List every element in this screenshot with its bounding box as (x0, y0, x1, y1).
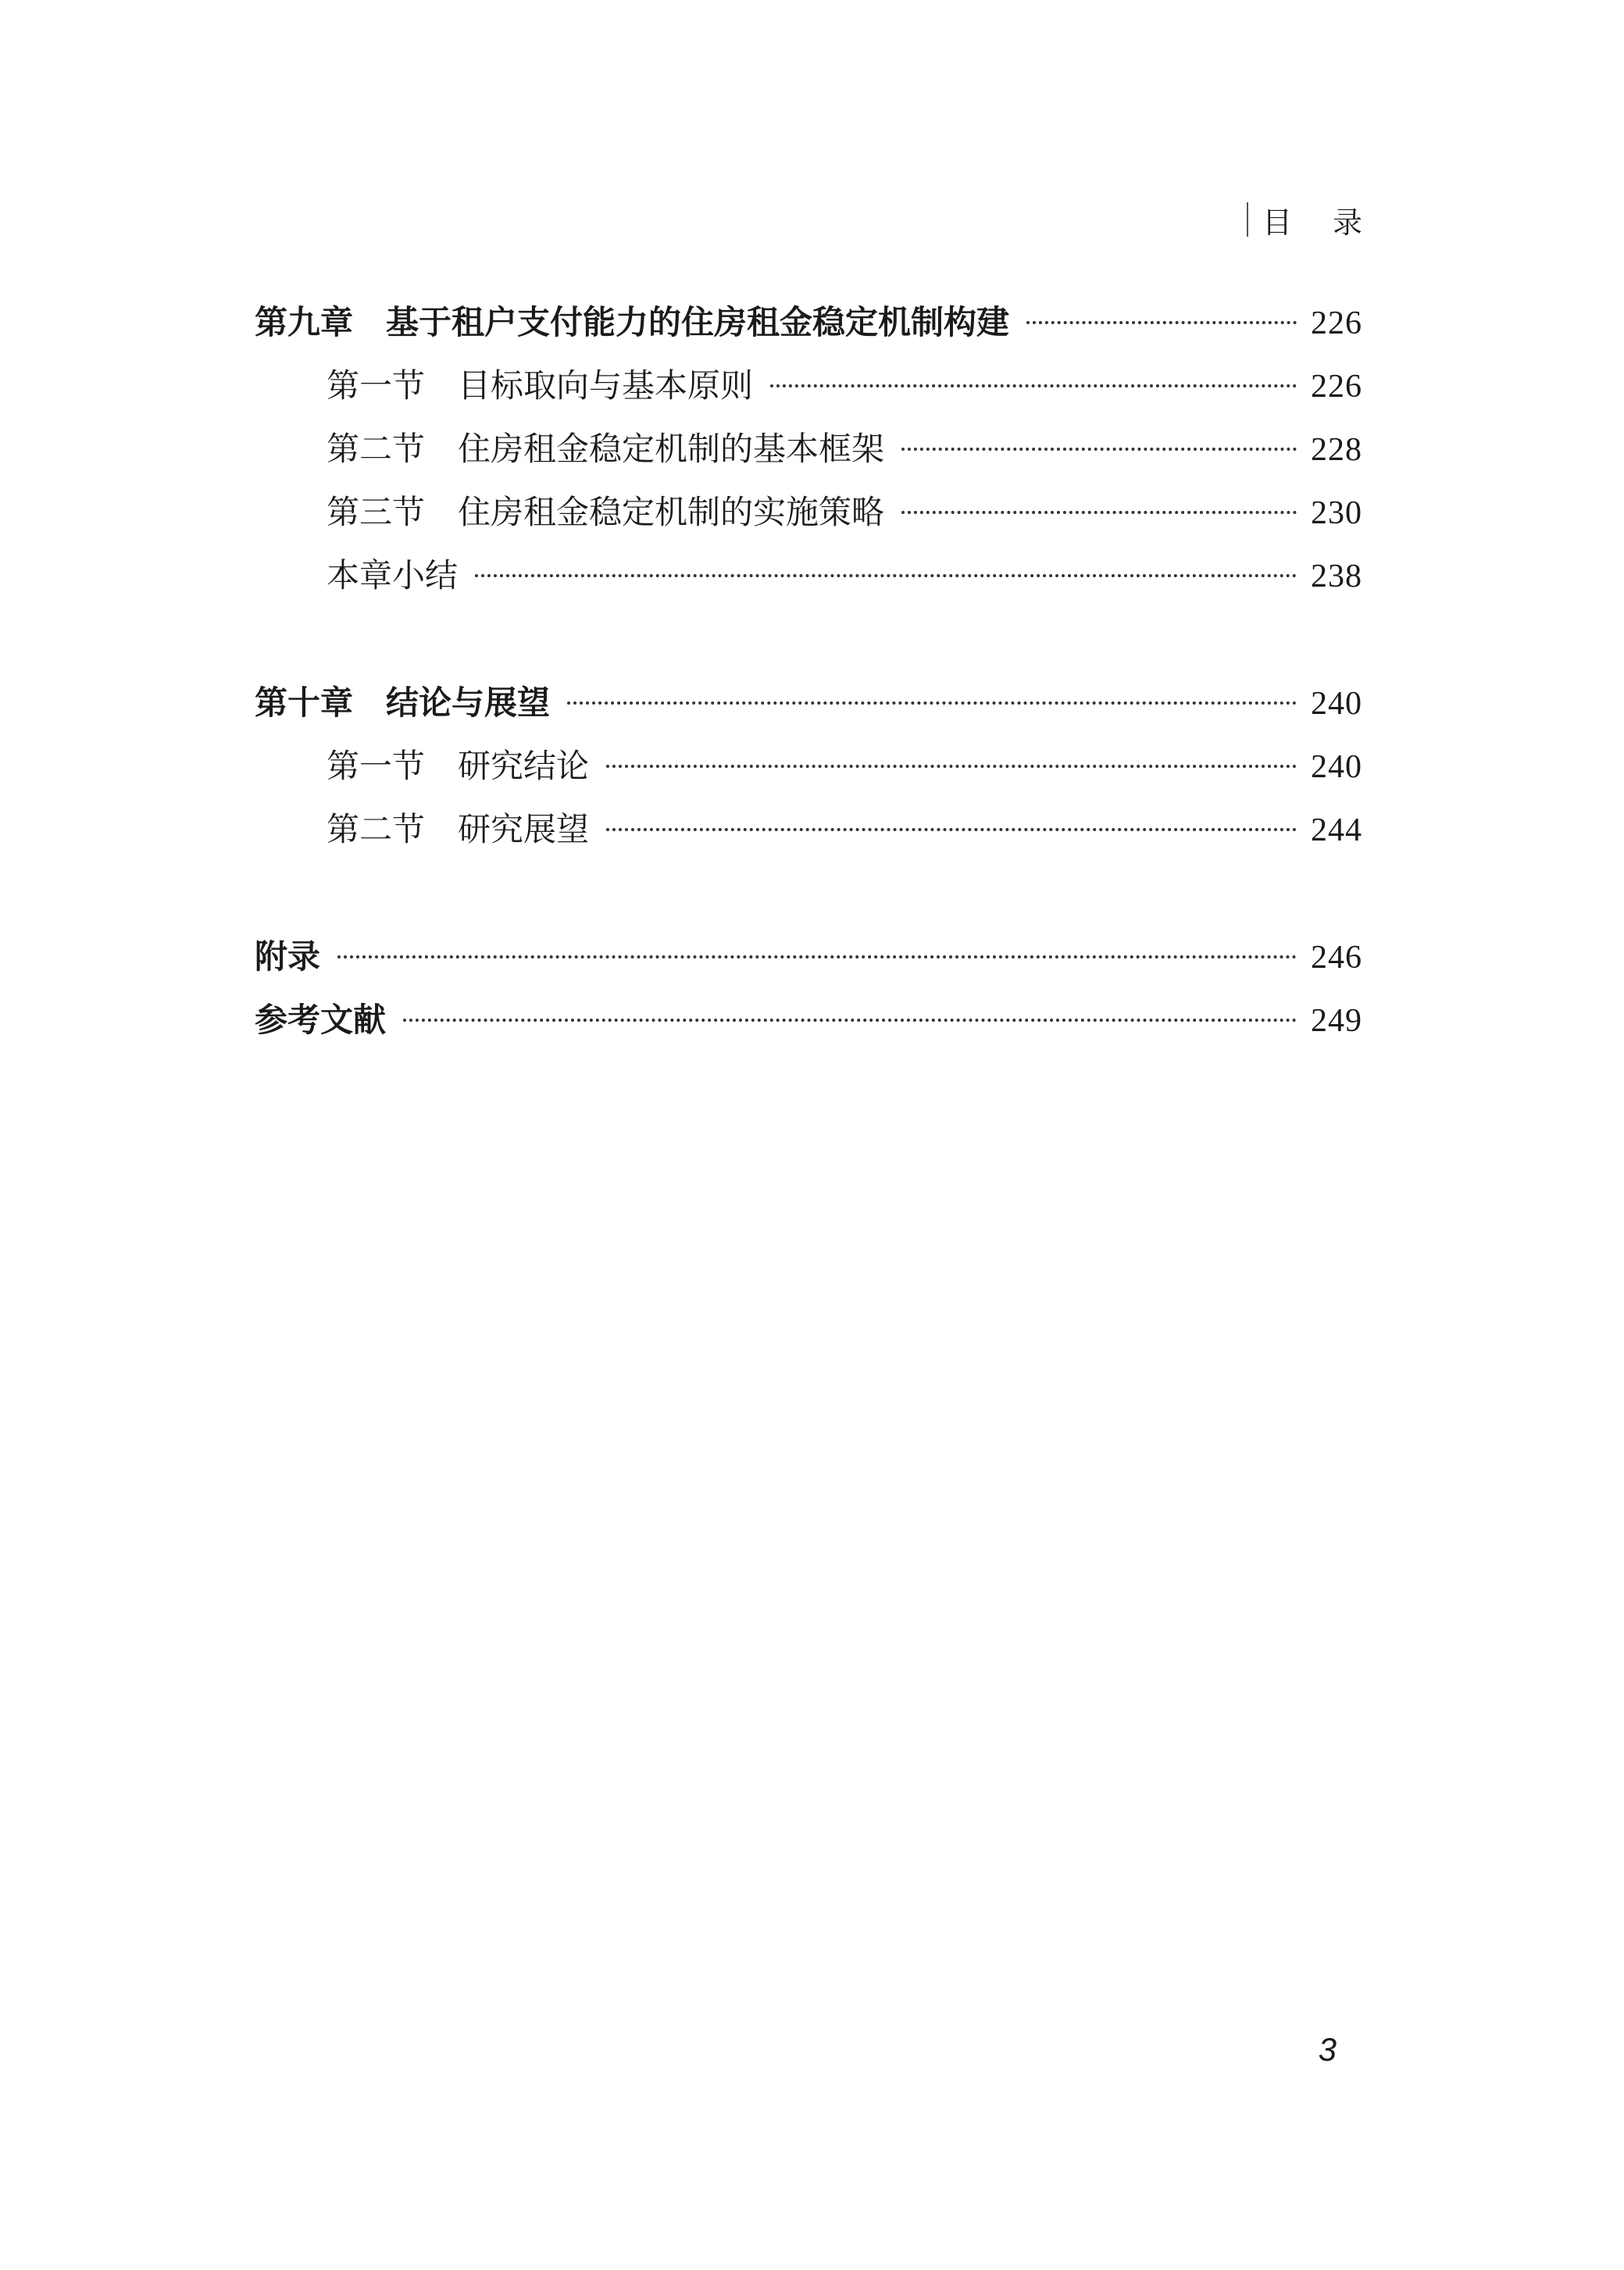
dot-leader (606, 828, 1297, 831)
toc-section-9-summary[interactable] (255, 544, 1362, 607)
dot-leader (567, 701, 1297, 705)
toc-section-9-3[interactable] (255, 480, 1362, 544)
table-of-contents (255, 291, 1362, 1051)
dot-leader (1026, 321, 1297, 324)
toc-section-10-2[interactable] (255, 798, 1362, 861)
dot-leader (337, 955, 1297, 958)
dot-leader (901, 448, 1297, 451)
page-number: 3 (1318, 2031, 1337, 2068)
toc-entry-title: 第二节 研究展望 (327, 810, 590, 848)
dot-leader (901, 511, 1297, 514)
toc-entry-page: 238 (1311, 559, 1362, 594)
toc-appendix[interactable] (255, 925, 1362, 988)
toc-entry-title: 参考文献 (255, 1001, 387, 1039)
toc-references[interactable] (255, 988, 1362, 1051)
toc-entry-title: 第九章 基于租户支付能力的住房租金稳定机制构建 (255, 303, 1010, 341)
toc-entry-title: 第一节 研究结论 (327, 747, 590, 785)
toc-entry-page: 246 (1311, 940, 1362, 976)
dot-leader (475, 574, 1297, 577)
running-head (1247, 200, 1403, 240)
dot-leader (403, 1019, 1297, 1022)
toc-section-10-1[interactable] (255, 734, 1362, 798)
dot-leader (770, 384, 1297, 387)
toc-section-9-2[interactable] (255, 417, 1362, 480)
toc-entry-title: 第三节 住房租金稳定机制的实施策略 (327, 493, 885, 531)
toc-entry-title: 第十章 结论与展望 (255, 683, 551, 722)
running-head-divider (1247, 202, 1248, 237)
toc-entry-title: 附录 (255, 937, 321, 976)
toc-gap (255, 861, 1362, 925)
toc-chapter-9[interactable] (255, 291, 1362, 354)
toc-entry-title: 第一节 目标取向与基本原则 (327, 366, 754, 405)
toc-entry-page: 226 (1311, 369, 1362, 405)
toc-entry-page: 226 (1311, 305, 1362, 341)
toc-entry-title: 本章小结 (327, 556, 459, 594)
toc-entry-page: 249 (1311, 1003, 1362, 1039)
toc-entry-page: 228 (1311, 432, 1362, 468)
toc-entry-title: 第二节 住房租金稳定机制的基本框架 (327, 430, 885, 468)
toc-section-9-1[interactable] (255, 354, 1362, 417)
toc-gap (255, 607, 1362, 671)
toc-chapter-10[interactable] (255, 671, 1362, 734)
dot-leader (606, 765, 1297, 768)
toc-entry-page: 244 (1311, 812, 1362, 848)
toc-entry-page: 240 (1311, 749, 1362, 785)
toc-entry-page: 240 (1311, 686, 1362, 722)
running-head-title: 目录 (1262, 205, 1403, 240)
toc-entry-page: 230 (1311, 495, 1362, 531)
